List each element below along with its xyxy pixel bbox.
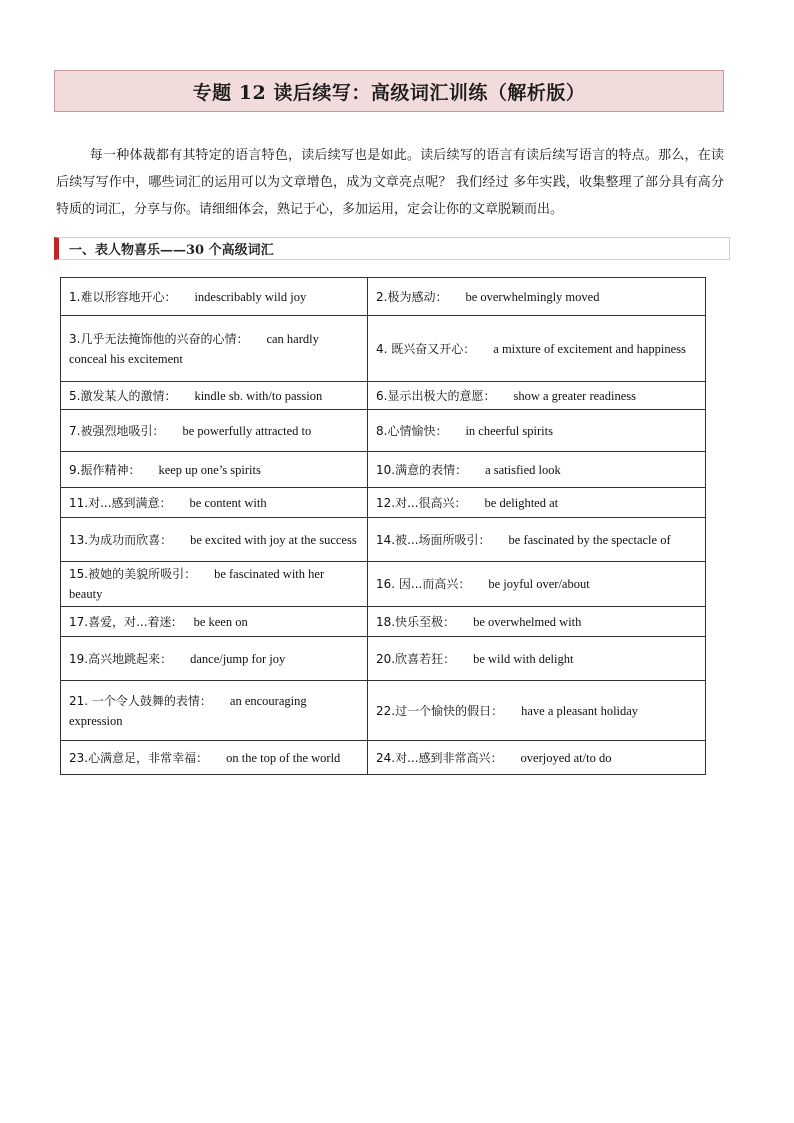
table-row <box>61 741 706 775</box>
table-row <box>61 278 706 316</box>
vocab-cell <box>368 681 706 741</box>
vocab-cell <box>368 410 706 452</box>
vocab-english: keep up one’s spirits <box>158 462 261 477</box>
vocab-chinese: 7.被强烈地吸引： <box>69 423 165 438</box>
vocab-english: dance/jump for joy <box>190 651 286 666</box>
vocab-english: an encouraging expression <box>69 693 307 728</box>
table-row <box>61 681 706 741</box>
vocab-cell <box>368 278 706 316</box>
vocab-cell <box>61 562 368 607</box>
vocab-english: be wild with delight <box>473 651 574 666</box>
vocab-cell <box>368 637 706 681</box>
table-row <box>61 488 706 518</box>
vocab-cell <box>61 278 368 316</box>
vocab-chinese: 24.对...感到非常高兴： <box>376 750 503 765</box>
vocab-chinese: 15.被她的美貌所吸引： <box>69 567 197 581</box>
vocab-cell <box>368 518 706 562</box>
vocab-english: be content with <box>189 495 267 510</box>
vocab-english: be fascinated with her beauty <box>69 567 325 601</box>
vocab-chinese: 23.心满意足，非常幸福： <box>69 750 209 765</box>
vocab-english: indescribably wild joy <box>194 289 307 304</box>
vocab-chinese: 1.难以形容地开心： <box>69 289 177 304</box>
vocab-cell <box>61 382 368 410</box>
vocab-cell <box>61 452 368 488</box>
vocab-english: overjoyed at/to do <box>520 750 612 765</box>
vocab-cell <box>368 488 706 518</box>
vocab-english: on the top of the world <box>226 750 341 765</box>
vocab-chinese: 16. 因...而高兴： <box>376 577 471 591</box>
vocab-cell <box>61 741 368 775</box>
vocab-chinese: 6.显示出极大的意愿： <box>376 388 496 403</box>
vocab-chinese: 13.为成功而欣喜： <box>69 532 173 547</box>
vocab-english: in cheerful spirits <box>465 423 553 438</box>
vocab-chinese: 14.被...场面所吸引： <box>376 532 491 547</box>
vocab-cell <box>61 410 368 452</box>
table-row <box>61 316 706 382</box>
vocab-cell <box>368 562 706 607</box>
vocab-cell <box>368 382 706 410</box>
vocab-english: be powerfully attracted to <box>182 423 312 438</box>
table-row <box>61 562 706 607</box>
vocab-cell <box>61 316 368 382</box>
vocab-chinese: 9.振作精神： <box>69 462 141 477</box>
table-row <box>61 382 706 410</box>
vocab-chinese: 18.快乐至极： <box>376 614 456 629</box>
vocab-english: can hardly conceal his excitement <box>69 331 319 366</box>
vocab-english: be keen on <box>193 614 248 629</box>
vocab-chinese: 12.对...很高兴： <box>376 495 467 510</box>
intro-paragraph: 每一种体裁都有其特定的语言特色，读后续写也是如此。读后续写的语言有读后续写语言的特点。那么，在读后续写写作中，哪些词汇的运用可以为文章增色，成为文章亮点呢？ 我们经过 多年实践，收集整理了部分具有高分特质的词汇，分享与你。请细细体会，熟记于心，多加运用，定会让你的文章脱颖而出。 <box>56 148 724 217</box>
vocab-table <box>60 277 706 775</box>
vocab-english: have a pleasant holiday <box>521 703 639 718</box>
vocab-english: be delighted at <box>484 495 559 510</box>
vocab-cell <box>368 741 706 775</box>
vocab-cell <box>368 607 706 637</box>
vocab-chinese: 19.高兴地跳起来： <box>69 651 173 666</box>
vocab-english: be excited with joy at the success <box>190 532 357 547</box>
vocab-chinese: 10.满意的表情： <box>376 462 468 477</box>
vocab-chinese: 4. 既兴奋又开心： <box>376 341 476 356</box>
vocab-cell <box>61 488 368 518</box>
vocab-chinese: 5.激发某人的激情： <box>69 388 177 403</box>
vocab-cell <box>61 518 368 562</box>
vocab-english: be overwhelmed with <box>473 614 582 629</box>
section-heading: 一、表人物喜乐——30 个高级词汇 <box>54 237 730 260</box>
vocab-cell <box>61 607 368 637</box>
vocab-english: a satisfied look <box>485 462 561 477</box>
vocab-english: a mixture of excitement and happiness <box>493 341 686 356</box>
vocab-cell <box>61 637 368 681</box>
table-row <box>61 410 706 452</box>
table-row <box>61 607 706 637</box>
vocab-chinese: 3.几乎无法掩饰他的兴奋的心情： <box>69 331 249 346</box>
vocab-chinese: 8.心情愉快： <box>376 423 448 438</box>
table-row <box>61 518 706 562</box>
vocab-chinese: 17.喜爱，对...着迷: <box>69 614 176 629</box>
vocab-chinese: 21. 一个令人鼓舞的表情： <box>69 693 212 708</box>
vocab-chinese: 2.极为感动： <box>376 289 448 304</box>
table-row <box>61 452 706 488</box>
table-row <box>61 637 706 681</box>
vocab-cell <box>368 316 706 382</box>
page-title: 专题 12 读后续写：高级词汇训练（解析版） <box>54 70 724 112</box>
vocab-english: be fascinated by the spectacle of <box>508 532 671 547</box>
vocab-english: be overwhelmingly moved <box>465 289 600 304</box>
vocab-chinese: 22.过一个愉快的假日： <box>376 703 504 718</box>
vocab-cell <box>61 681 368 741</box>
vocab-cell <box>368 452 706 488</box>
vocab-chinese: 20.欣喜若狂： <box>376 651 456 666</box>
vocab-english: show a greater readiness <box>513 388 636 403</box>
vocab-english: kindle sb. with/to passion <box>194 388 323 403</box>
vocab-english: be joyful over/about <box>488 577 590 591</box>
vocab-chinese: 11.对...感到满意： <box>69 495 172 510</box>
